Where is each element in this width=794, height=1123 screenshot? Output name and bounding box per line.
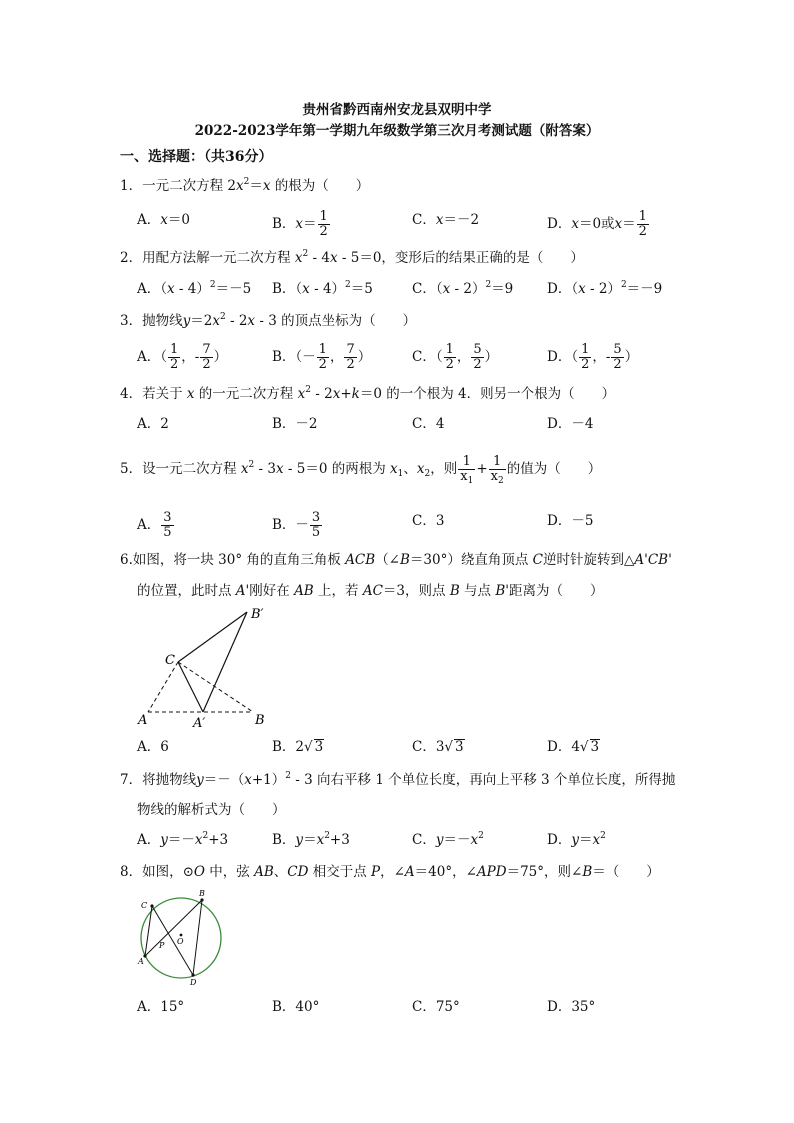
triangle-rotation-figure — [130, 600, 280, 735]
q7-option-c: C．$y=-x^2$ — [412, 831, 484, 848]
label-p: P — [159, 941, 165, 950]
q2-option-d: D．（x - 2）$^2$＝－9 — [547, 280, 663, 297]
label-a: A — [138, 713, 148, 728]
q5-option-d: D．－5 — [547, 513, 594, 529]
fraction: $\frac{1}{2}$ — [319, 209, 328, 239]
question-2: 2．用配方法解一元二次方程 $x^2 - 4x - 5=0$，变形后的结果正确的是（ ） — [120, 249, 584, 266]
q1-option-a: A．x＝0 — [137, 212, 190, 228]
fraction: $\frac{1}{x_1}$ — [460, 454, 474, 486]
q3-option-a: A．（ $\frac{1}{2}$ ，- $\frac{7}{2}$ ） — [137, 342, 228, 372]
q3-option-d: D．（ $\frac{1}{2}$ ，- $\frac{5}{2}$ ） — [547, 342, 639, 372]
q4-option-a: A．2 — [137, 416, 169, 432]
question-1: 1．一元二次方程 $2x^2=x$ 的根为（ ） — [120, 177, 370, 194]
question-4: 4．若关于 x 的一元二次方程 $x^2 - 2x+k=0$ 的一个根为 4．则另一个根为（ ） — [120, 385, 616, 402]
question-7-line-2: 物线的解析式为（ ） — [137, 802, 286, 818]
question-6-line-1: 6.如图，将一块 30° 角的直角三角板 ACB（∠B＝30°）绕直角顶点 C逆时针旋转到△A'CB' — [120, 552, 672, 568]
label-a-prime: A′ — [193, 716, 206, 731]
label-o: O — [177, 937, 184, 946]
q8-option-c: C．75° — [412, 999, 460, 1015]
q7-option-b: B．$y=x^2+3$ — [272, 831, 350, 848]
question-5: 5．设一元二次方程 $x^2 - 3x - 5=0$ 的两根为 $x_1$、$x_2$，则 $\frac{1}{x_1}$ + $\frac{1}{x_2}$ 的值为（ ） — [120, 454, 602, 486]
q6-option-c: C．3√ 3 — [412, 739, 464, 755]
q8-option-a: A．15° — [137, 999, 185, 1015]
page-title-school: 贵州省黔西南州安龙县双明中学 — [302, 102, 492, 118]
sqrt-icon: √ — [579, 739, 589, 755]
q8-option-b: B．40° — [272, 999, 320, 1015]
q6-option-d: D．4√ 3 — [547, 739, 600, 755]
q1-option-d: D．x＝0或x＝ $\frac{1}{2}$ — [547, 209, 647, 239]
q4-option-c: C．4 — [412, 416, 445, 432]
q5-option-b: B．－ $\frac{3}{5}$ — [272, 510, 321, 540]
question-6-line-2: 的位置，此时点 A'刚好在 AB 上，若 AC＝3，则点 B 与点 B'距离为（ ） — [137, 583, 604, 599]
label-b-prime: B′ — [251, 607, 264, 622]
circle-chords-figure — [135, 888, 230, 988]
sqrt-icon: √ — [304, 739, 313, 755]
q1-option-b: B．x＝ $\frac{1}{2}$ — [272, 209, 328, 239]
question-8: 8．如图，⊙O 中，弦 AB、CD 相交于点 P，∠A＝40°，∠APD＝75°，则∠B＝（ ） — [120, 864, 660, 880]
q3-option-c: C．（ $\frac{1}{2}$ ， $\frac{5}{2}$ ） — [412, 342, 499, 372]
question-7-line-1: 7．将抛物线$y=-(x+1)^2 - 3$ 向右平移 1 个单位长度，再向上平移 3 个单位长度，所得抛 — [120, 771, 676, 788]
q3-option-b: B．（－ $\frac{1}{2}$ ， $\frac{7}{2}$ ） — [272, 342, 372, 372]
fraction: $\frac{1}{2}$ — [638, 209, 647, 239]
question-3: 3．抛物线$y=2x^2 - 2x - 3$ 的顶点坐标为（ ） — [120, 312, 417, 329]
q2-option-a: A．（x - 4）$^2$＝－5 — [137, 280, 252, 297]
q6-option-a: A．6 — [137, 739, 169, 755]
page-title-exam: 2022-2023学年第一学期九年级数学第三次月考测试题（附答案） — [194, 123, 600, 139]
label-a: A — [138, 957, 144, 966]
q4-option-d: D．－4 — [547, 416, 594, 432]
label-b: B — [199, 889, 205, 898]
q7-option-d: D．$y=x^2$ — [547, 831, 606, 848]
q2-option-c: C．（x - 2）$^2$＝9 — [412, 280, 514, 297]
label-c: C — [141, 901, 148, 910]
sqrt-icon: √ — [444, 739, 454, 755]
fraction: $\frac{1}{x_2}$ — [490, 454, 504, 486]
q6-option-b: B．2√ 3 — [272, 739, 324, 755]
q4-option-b: B．－2 — [272, 416, 318, 432]
q1-option-c: C．x＝－2 — [412, 212, 480, 228]
label-d: D — [190, 978, 197, 987]
label-c: C — [165, 653, 175, 668]
q5-option-a: A． $\frac{3}{5}$ — [137, 510, 172, 540]
q7-option-a: A．$y=-x^2+3$ — [137, 831, 229, 848]
section-heading: 一、选择题：（共36分） — [120, 149, 273, 165]
q8-option-d: D．35° — [547, 999, 596, 1015]
q5-option-c: C．3 — [412, 513, 445, 529]
label-b: B — [255, 713, 265, 728]
q2-option-b: B．（x - 4）$^2$＝5 — [272, 280, 373, 297]
